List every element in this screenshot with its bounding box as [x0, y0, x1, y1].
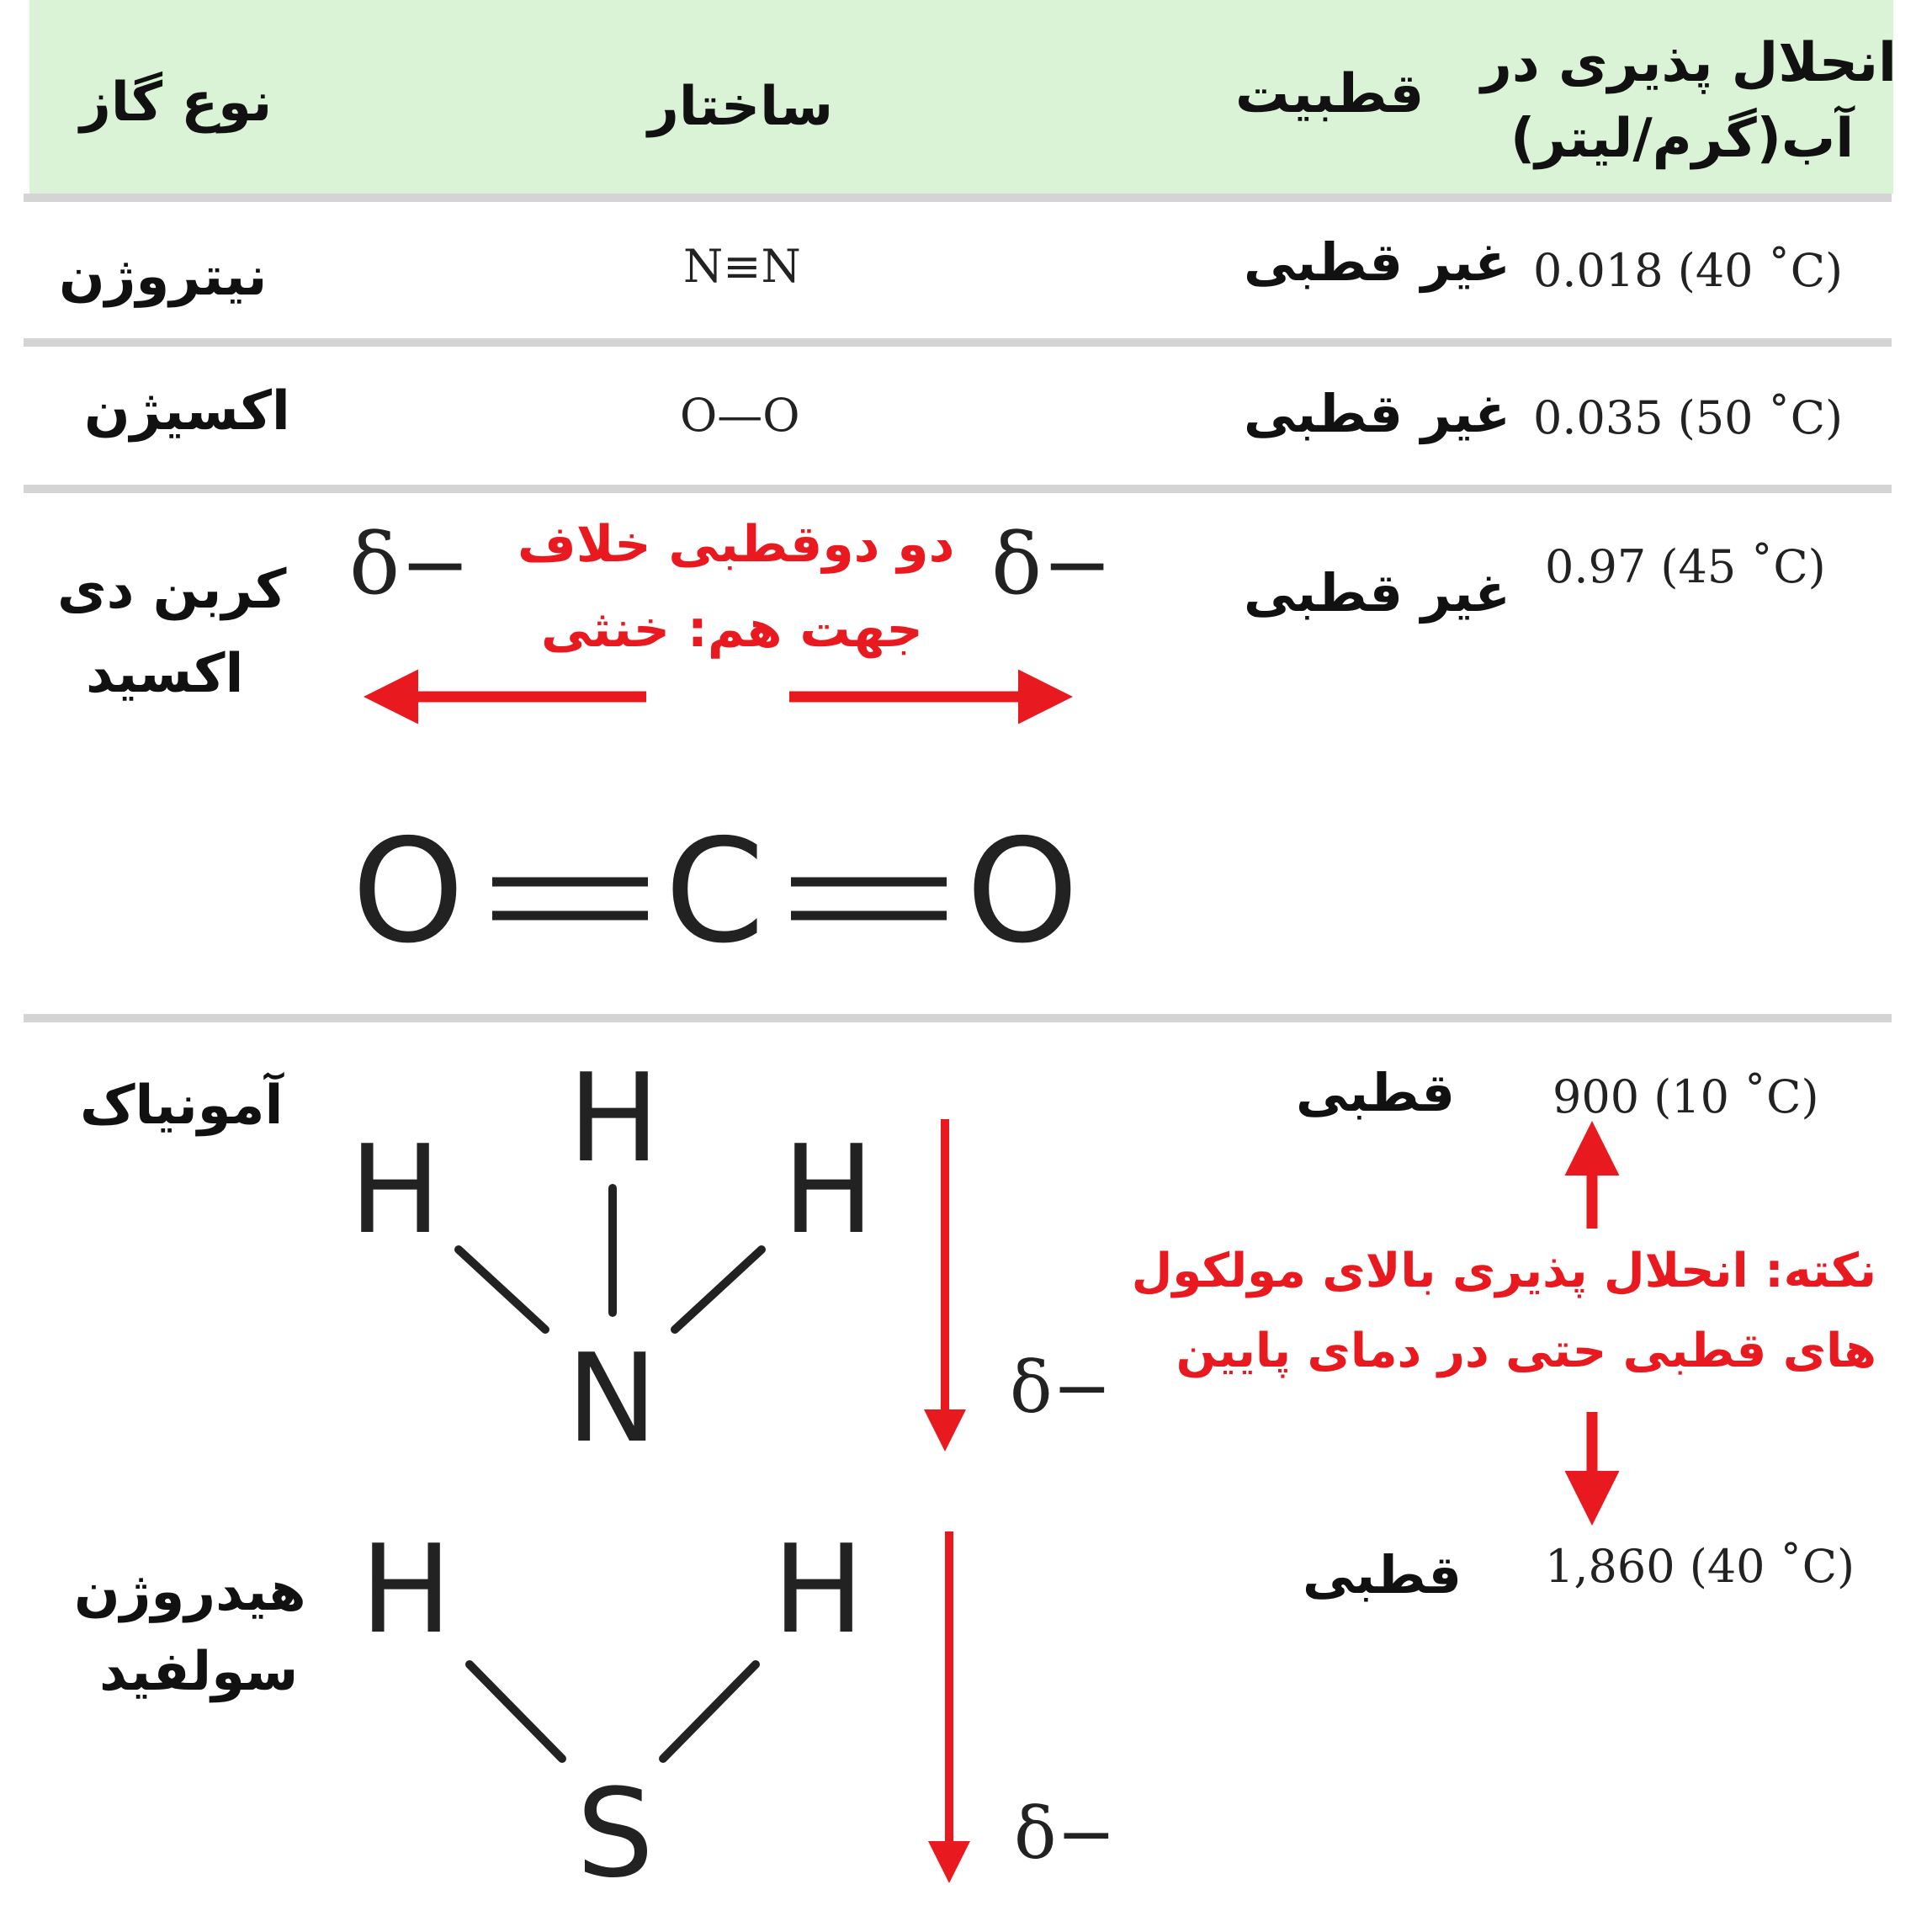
h2s-atom-h-left: H	[360, 1519, 453, 1661]
co2-double-bond-left	[492, 882, 648, 916]
note-line1: نکته: انحلال پذیری بالای مولکول	[1131, 1244, 1876, 1298]
polarity-co2: غیر قطبی	[1244, 562, 1510, 624]
nh3-atom-h-right: H	[783, 1119, 875, 1261]
solubility-h2s: 1,860 (40 ˚C)	[1545, 1540, 1855, 1593]
co2-delta-left: δ−	[349, 515, 470, 613]
structure-oxygen: O—O	[680, 389, 800, 442]
gas-name-nitrogen: نیتروژن	[59, 246, 268, 308]
solubility-nitrogen: 0.018 (40 ˚C)	[1533, 244, 1844, 297]
note-line2: های قطبی حتی در دمای پایین	[1176, 1324, 1876, 1378]
header-gas-type: نوع گاز	[80, 72, 273, 134]
polarity-oxygen: غیر قطبی	[1244, 383, 1510, 444]
co2-atom-o-right: O	[966, 809, 1079, 975]
gas-name-co2-line1: کربن دی	[57, 559, 287, 621]
header-structure: ساختار	[648, 76, 834, 138]
h2s-atom-h-right: H	[772, 1519, 865, 1661]
co2-atom-c: C	[665, 809, 765, 975]
solubility-oxygen: 0.035 (50 ˚C)	[1533, 391, 1844, 444]
h2s-bonds	[470, 1664, 756, 1759]
polarity-nitrogen: غیر قطبی	[1244, 231, 1510, 293]
polarity-h2s: قطبی	[1303, 1544, 1462, 1606]
co2-annotation-line1: دو دوقطبی خلاف	[517, 515, 955, 574]
solubility-ammonia: 900 (10 ˚C)	[1552, 1070, 1819, 1123]
co2-annotation-line2: جهت هم: خنثی	[541, 600, 923, 659]
h2s-delta: δ−	[1014, 1792, 1116, 1875]
polarity-ammonia: قطبی	[1296, 1062, 1456, 1123]
nh3-atom-h-top: H	[568, 1048, 661, 1190]
header-polarity: قطبیت	[1235, 63, 1425, 125]
gas-name-oxygen: اکسیژن	[84, 380, 290, 443]
structure-nitrogen: N≡N	[683, 240, 801, 293]
nh3-bonds	[459, 1188, 762, 1330]
header-solubility-line1: انحلال پذیری در	[1481, 32, 1897, 94]
solubility-co2: 0.97 (45 ˚C)	[1545, 540, 1826, 593]
h2s-atom-s: S	[576, 1763, 655, 1905]
nh3-atom-n: N	[566, 1328, 658, 1470]
co2-delta-right: δ−	[991, 515, 1112, 613]
gas-name-h2s-line1: هیدروژن	[74, 1561, 306, 1623]
co2-atom-o-left: O	[352, 809, 464, 975]
nh3-delta: δ−	[1010, 1346, 1112, 1429]
gas-name-ammonia: آمونیاک	[80, 1075, 284, 1137]
co2-double-bond-right	[791, 882, 947, 916]
header-solubility-line2: آب(گرم/لیتر)	[1510, 108, 1855, 170]
nh3-atom-h-left: H	[349, 1119, 442, 1261]
gas-name-h2s-line2: سولفید	[99, 1641, 299, 1703]
gas-name-co2-line2: اکسید	[86, 643, 244, 705]
